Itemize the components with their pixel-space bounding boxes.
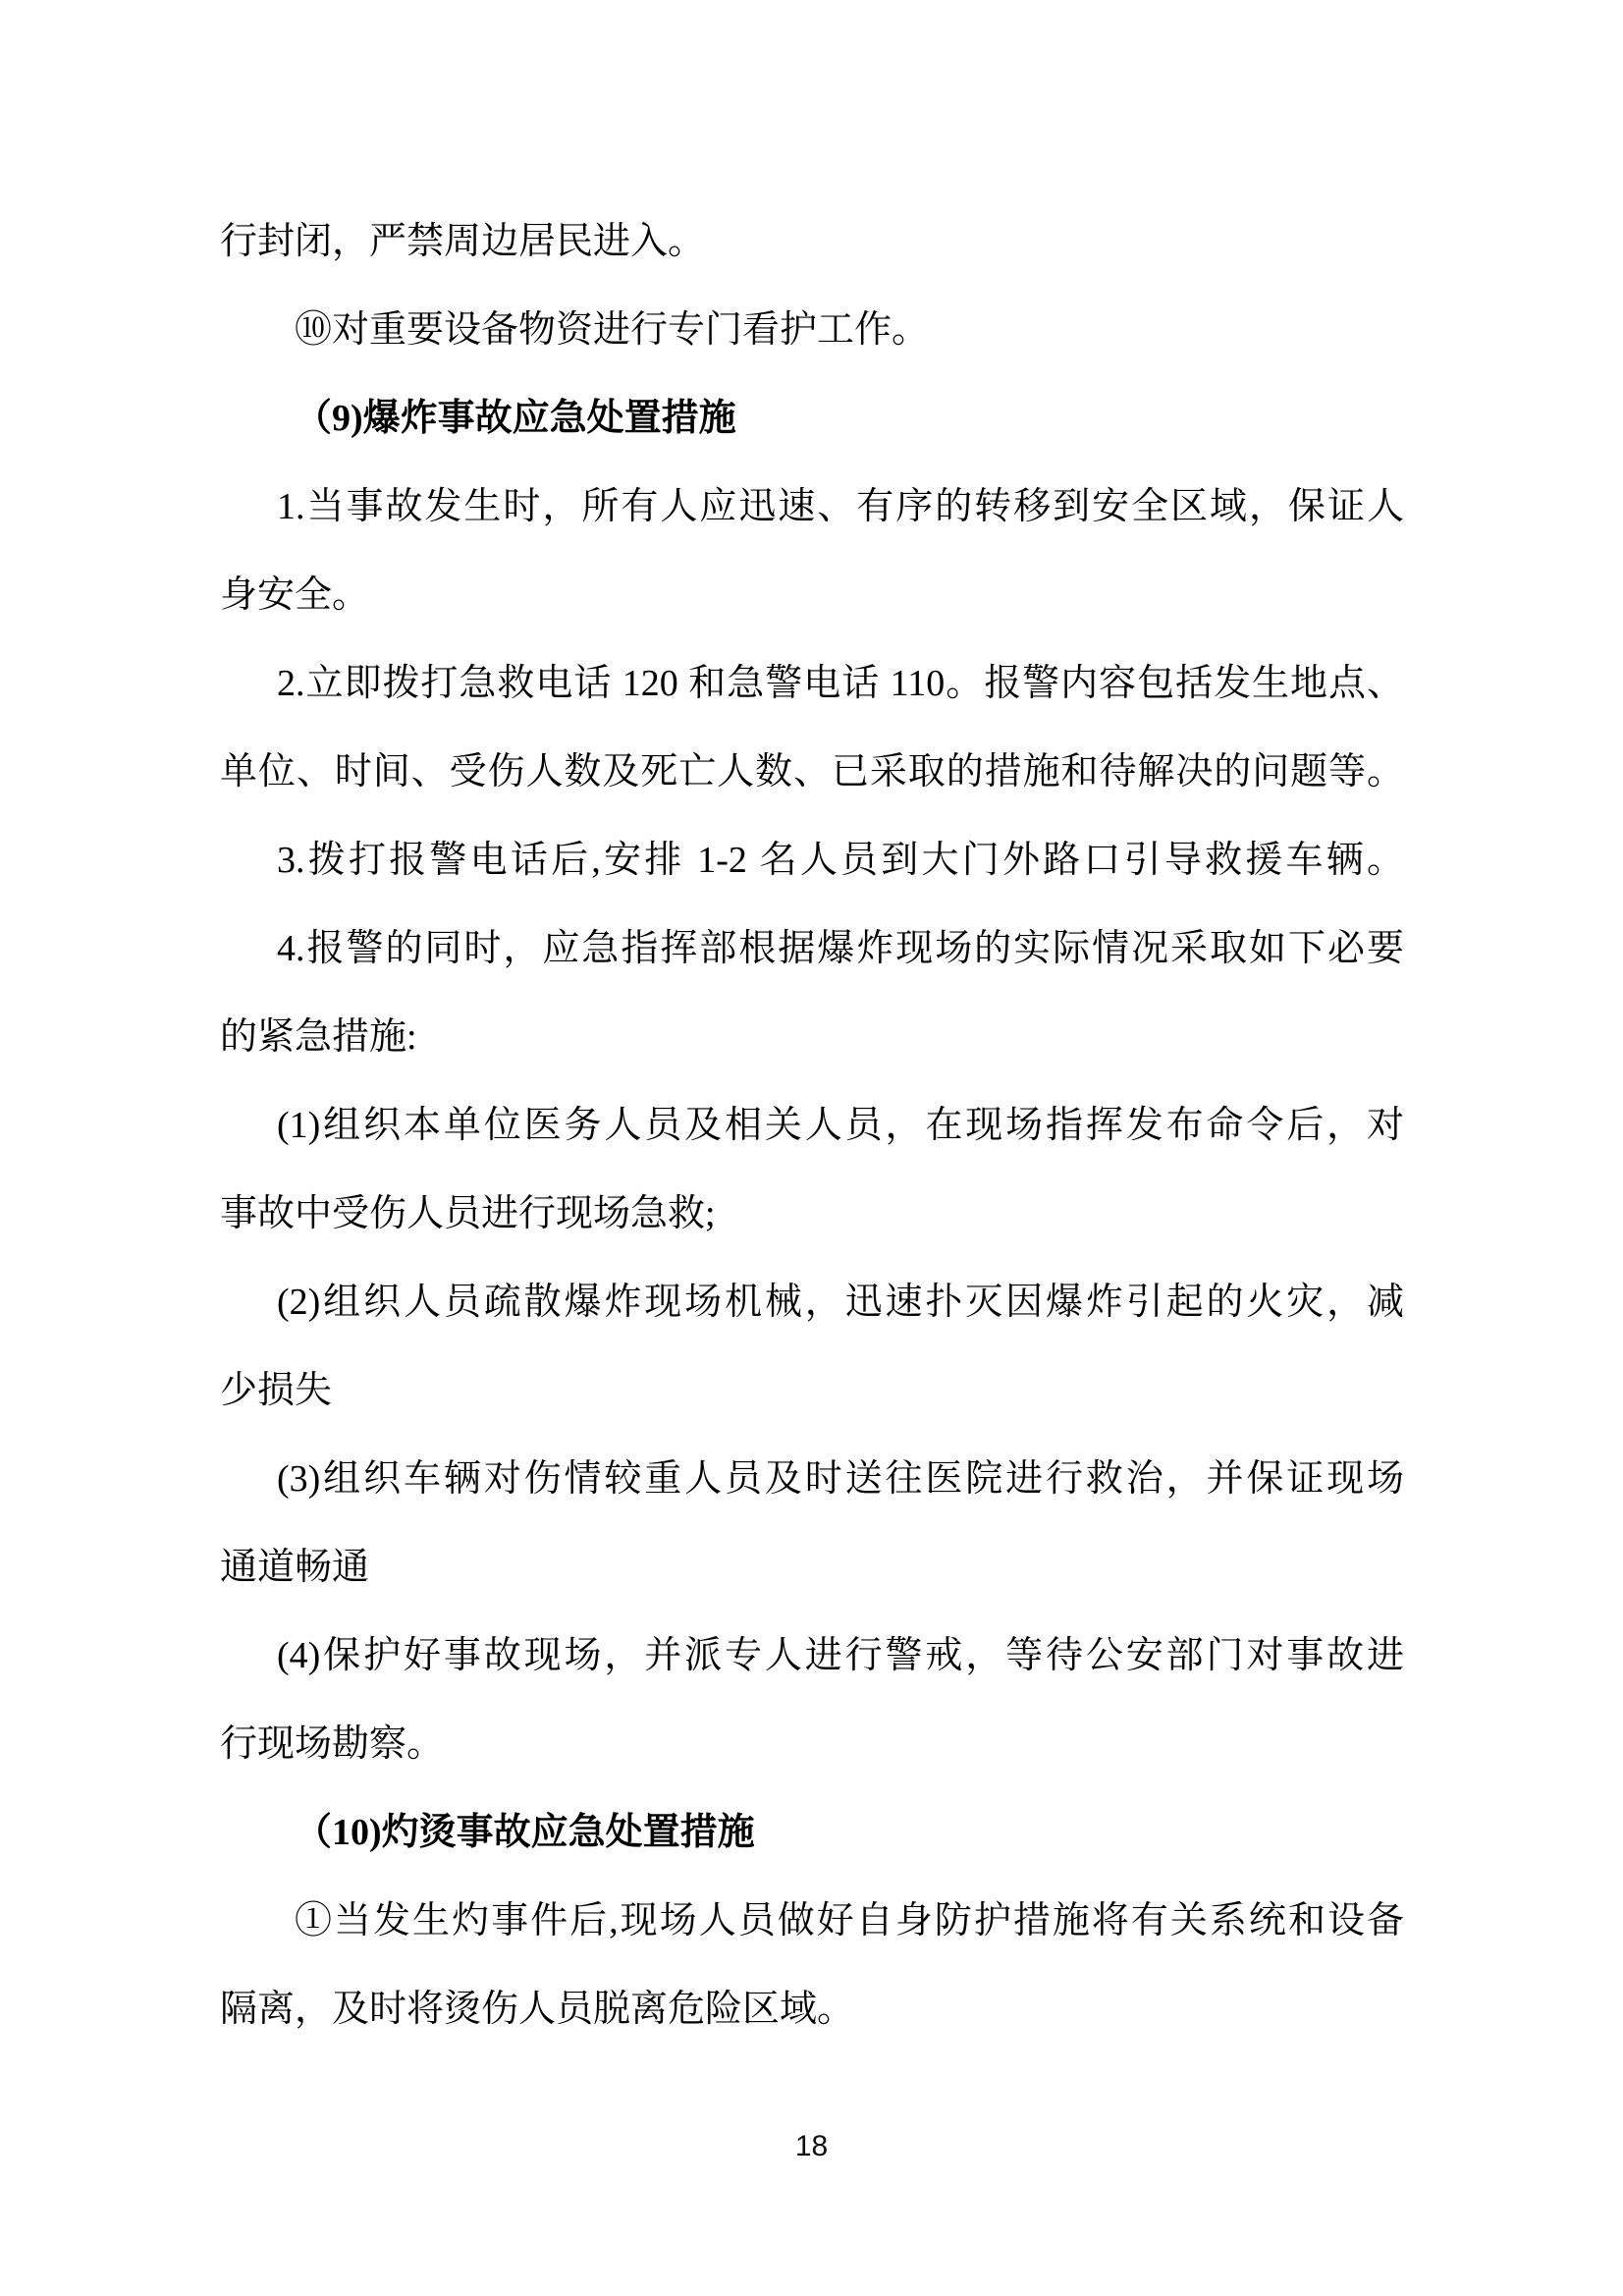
text-line: (1)组织本单位医务人员及相关人员，在现场指挥发布命令后，对	[277, 1105, 1404, 1146]
text-line: 2.立即拨打急救电话 120 和急警电话 110。报警内容包括发生地点、	[277, 663, 1404, 704]
text-line: 事故中受伤人员进行现场急救;	[220, 1193, 716, 1234]
text-line: 行现场勘察。	[220, 1723, 445, 1765]
text-line: 行封闭，严禁周边居民进入。	[220, 221, 706, 262]
text-line: 1.当事故发生时，所有人应迅速、有序的转移到安全区域，保证人	[277, 486, 1404, 527]
text-line: 单位、时间、受伤人数及死亡人数、已采取的措施和待解决的问题等。	[220, 751, 1404, 793]
text-line: 4.报警的同时，应急指挥部根据爆炸现场的实际情况采取如下必要	[277, 928, 1404, 969]
text-line: (2)组织人员疏散爆炸现场机械，迅速扑灭因爆炸引起的火灾，减	[277, 1282, 1404, 1323]
text-line: (4)保护好事故现场，并派专人进行警戒，等待公安部门对事故进	[277, 1635, 1404, 1676]
page-number: 18	[794, 2130, 829, 2162]
text-line: 隔离，及时将烫伤人员脱离危险区域。	[220, 1989, 855, 2030]
text-line: 身安全。	[220, 574, 370, 616]
text-line: ①当发生灼事件后,现场人员做好自身防护措施将有关系统和设备	[295, 1900, 1404, 1941]
text-line: ⑩对重要设备物资进行专门看护工作。	[295, 309, 930, 351]
text-line: 通道畅通	[220, 1547, 370, 1588]
text-line: 的紧急措施:	[220, 1016, 417, 1058]
text-line: (3)组织车辆对伤情较重人员及时送往医院进行救治，并保证现场	[277, 1458, 1404, 1500]
section-heading: （9)爆炸事故应急处置措施	[295, 398, 736, 439]
section-heading: （10)灼烫事故应急处置措施	[295, 1812, 755, 1853]
text-line: 3.拨打报警电话后,安排 1-2 名人员到大门外路口引导救援车辆。	[277, 840, 1404, 881]
text-line: 少损失	[220, 1370, 333, 1411]
